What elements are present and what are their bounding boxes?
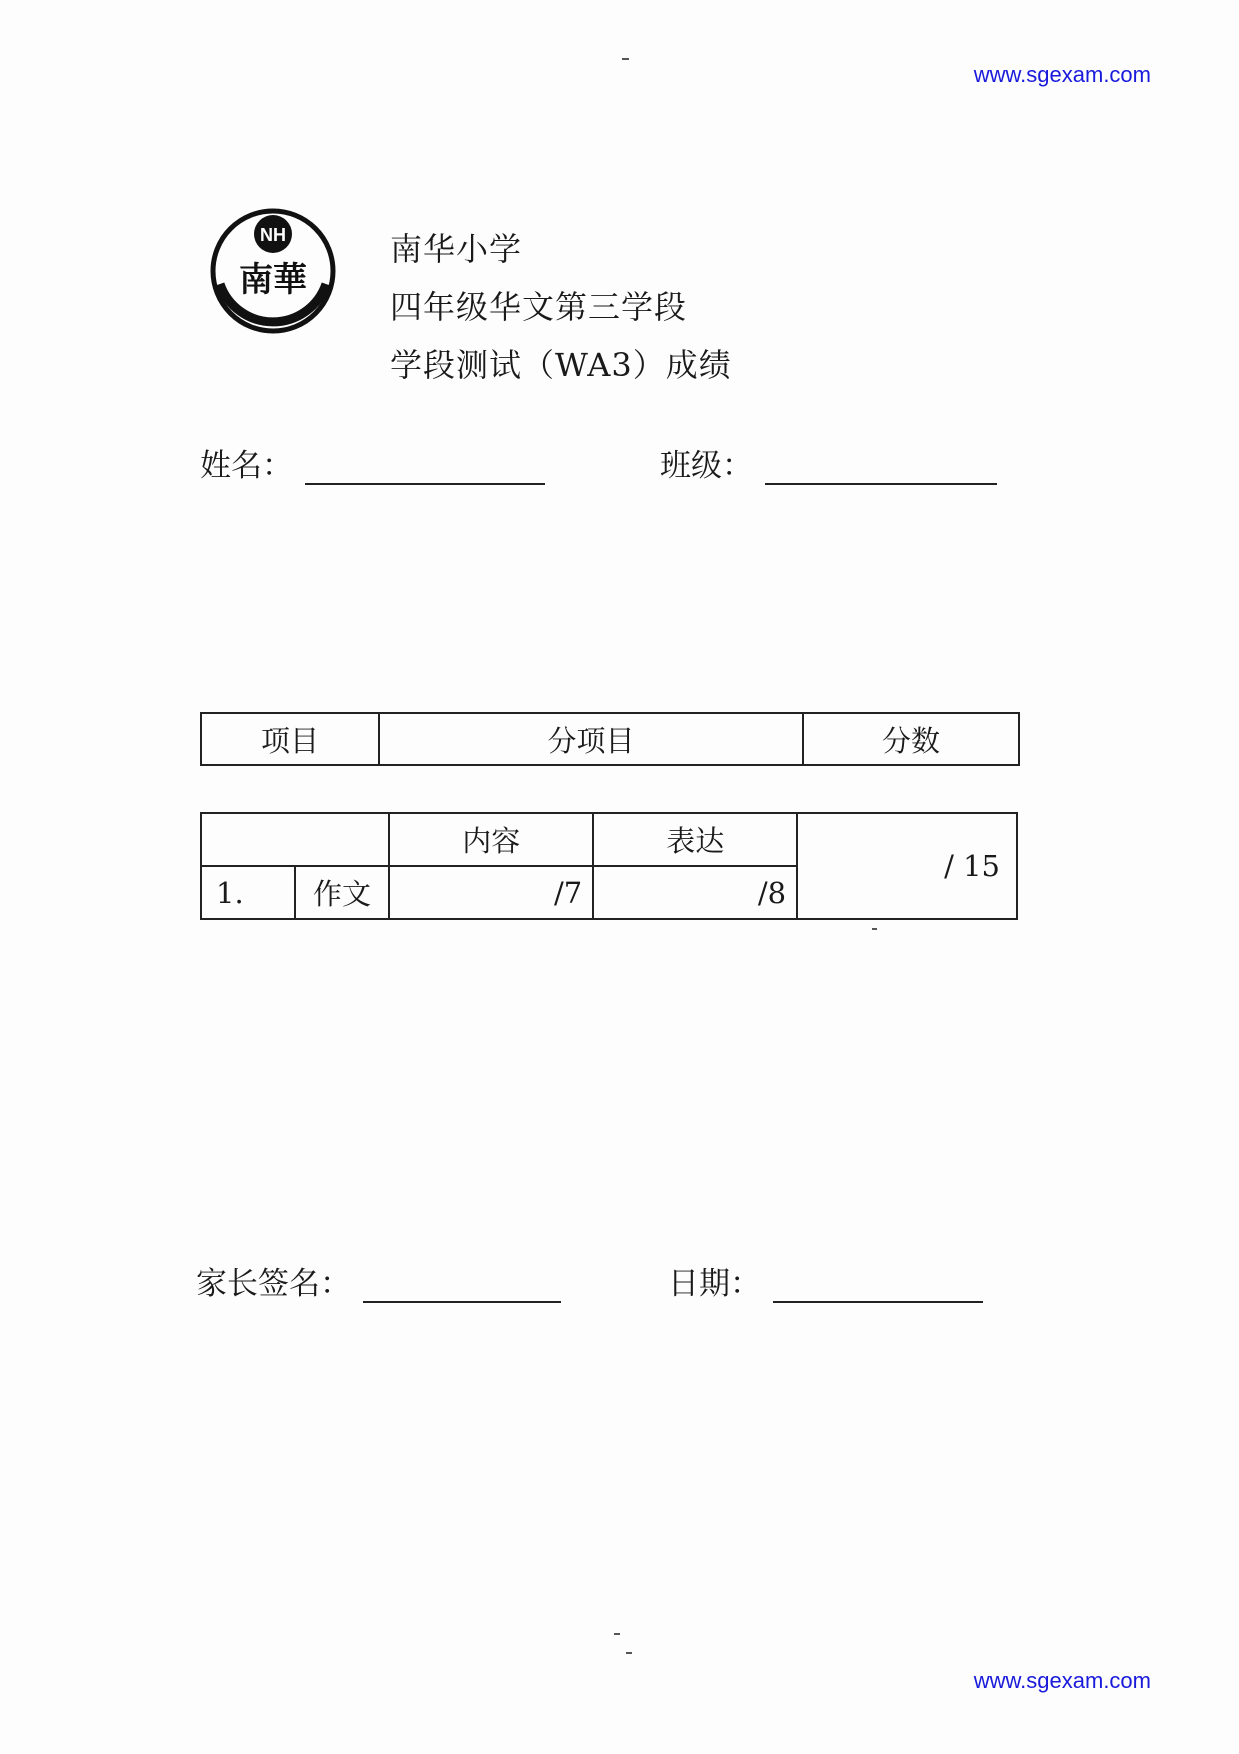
summary-header-table (200, 712, 1020, 766)
date-blank-line[interactable] (773, 1271, 983, 1303)
row-number: 1. (201, 866, 295, 919)
header-expression: 表达 (593, 813, 797, 866)
name-label: 姓名： (200, 448, 293, 484)
parent-signature-label: 家长签名： (196, 1266, 351, 1302)
scan-speck (626, 1652, 632, 1654)
parent-signature-blank-line[interactable] (363, 1271, 561, 1303)
class-field (660, 440, 997, 485)
document-header (390, 220, 732, 394)
watermark-bottom: www.sgexam.com (973, 1668, 1151, 1693)
header-score: 分数 (803, 713, 1019, 765)
class-label: 班级： (660, 448, 753, 484)
table-row (201, 813, 1017, 866)
logo-badge-letters: NH (260, 225, 286, 245)
scan-speck (872, 928, 877, 930)
scan-speck (622, 58, 629, 60)
empty-header-cell (201, 813, 389, 866)
header-content: 内容 (389, 813, 593, 866)
score-table (200, 812, 1018, 920)
content-score: /7 (389, 866, 593, 919)
scan-speck (614, 1633, 620, 1635)
parent-signature-field (196, 1258, 561, 1303)
expression-score: /8 (593, 866, 797, 919)
watermark-top: www.sgexam.com (973, 62, 1151, 87)
total-score: / 15 (797, 813, 1017, 919)
course-title: 四年级华文第三学段 (390, 288, 688, 326)
table-row (201, 713, 1019, 765)
school-logo (208, 206, 338, 336)
logo-school-name: 南華 (239, 260, 307, 300)
date-label: 日期： (668, 1266, 761, 1302)
school-name: 南华小学 (390, 230, 523, 268)
name-blank-line[interactable] (305, 453, 545, 485)
header-subitem: 分项目 (379, 713, 803, 765)
assessment-title: 学段测试（WA3）成绩 (390, 346, 732, 384)
date-field (668, 1258, 983, 1303)
header-item: 项目 (201, 713, 379, 765)
name-field (200, 440, 545, 485)
class-blank-line[interactable] (765, 453, 997, 485)
row-item: 作文 (295, 866, 390, 919)
